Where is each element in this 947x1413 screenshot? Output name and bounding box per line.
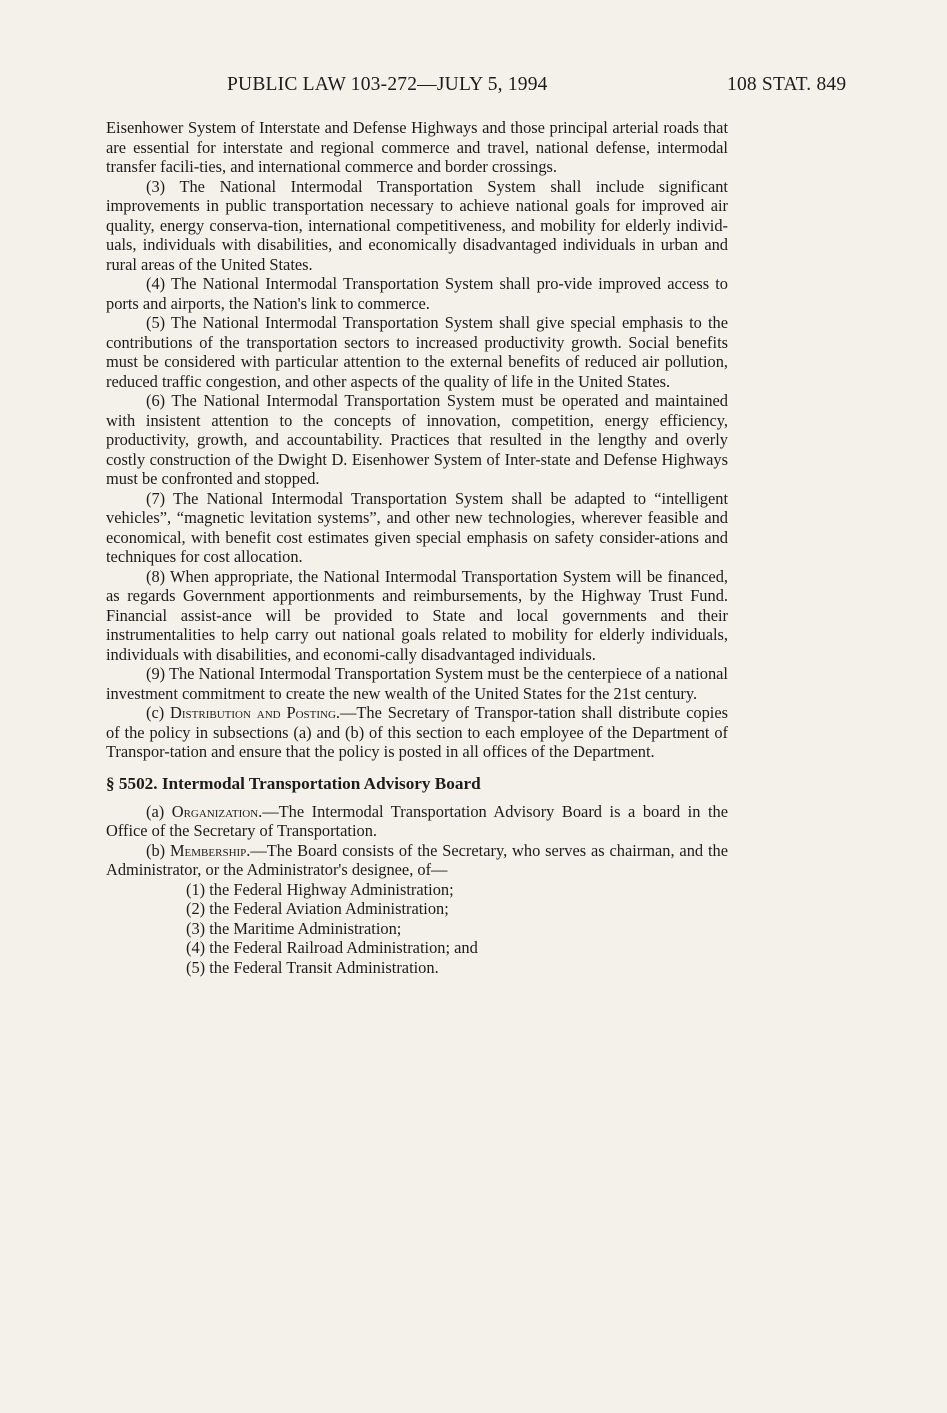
list-item: (5) the Federal Transit Administration. bbox=[186, 957, 439, 977]
subsection-c-text: —The Secretary of Transpor-tation shall distribute copies of the policy in subsections (a) and (b) of this section to each employee of the Department of Transpor-tation and ensure that the policy is posted in all offices of the Department. bbox=[106, 703, 728, 761]
subsection-a bbox=[106, 802, 728, 841]
list-item: (1) the Federal Highway Administration; bbox=[186, 879, 454, 899]
list-item: (4) the Federal Railroad Administration; and bbox=[186, 938, 478, 957]
law-title: PUBLIC LAW 103-272—JULY 5, 1994 bbox=[227, 74, 548, 95]
paragraph-6: (6) The National Intermodal Transportation System must be operated and maintained with insistent attention to the concepts of innovation, competition, energy efficiency, productivity, growth, and accountability. Practices that resulted in the lengthy and overly costly construction of the Dwight D. Eisenhower System of Inter-state and Defense Highways must be confronted and stopped. bbox=[106, 391, 728, 488]
page-number: 108 STAT. 849 bbox=[727, 74, 847, 95]
subsection-c-heading: Distribution and Posting. bbox=[170, 703, 341, 722]
paragraph-5: (5) The National Intermodal Transportation System shall give special emphasis to the contributions of the transportation sectors to increased productivity growth. Social benefits must be considered with particular attention to the external benefits of reduced air pollution, reduced traffic congestion, and other aspects of the quality of life in the United States. bbox=[106, 313, 728, 391]
running-head bbox=[0, 74, 947, 102]
subsection-b-prefix: (b) bbox=[146, 840, 170, 860]
body-text bbox=[106, 118, 728, 977]
section-heading: § 5502. Intermodal Transportation Advisory Board bbox=[106, 773, 481, 793]
subsection-b-text: —The Board consists of the Secretary, who serves as chairman, and the Administrator, or the Administrator's designee, of— bbox=[106, 840, 728, 879]
subsection-a-heading: Organization. bbox=[171, 801, 263, 821]
subsection-c bbox=[106, 703, 728, 762]
paragraph-7: (7) The National Intermodal Transportation System shall be adapted to “intelligent vehicles”, “magnetic levitation systems”, and other new technologies, wherever feasible and economical, with benefit cost estimates given special emphasis on safety consider-ations and techniques for cost allocation. bbox=[106, 488, 728, 566]
list-item: (3) the Maritime Administration; bbox=[186, 918, 402, 938]
subsection-b bbox=[106, 841, 728, 880]
subsection-c-prefix: (c) bbox=[146, 703, 171, 722]
subsection-b-heading: Membership. bbox=[169, 840, 251, 860]
paragraph-9: (9) The National Intermodal Transportation System must be the centerpiece of a national investment commitment to create the new wealth of the United States for the 21st century. bbox=[106, 664, 728, 703]
paragraph-continuation: Eisenhower System of Interstate and Defense Highways and those principal arterial roads that are essential for interstate and regional commerce and travel, national defense, intermodal transfer facili-ties, and international commerce and border crossings. bbox=[106, 118, 728, 176]
subsection-a-prefix: (a) bbox=[146, 801, 172, 821]
paragraph-3: (3) The National Intermodal Transportation System shall include significant improvements in public transportation necessary to achieve national goals for improved air quality, energy conserva-tion, international competitiveness, and mobility for elderly individ-uals, individuals with disabilities, and economically disadvantaged individuals in urban and rural areas of the United States. bbox=[106, 176, 728, 274]
subsection-a-text: —The Intermodal Transportation Advisory Board is a board in the Office of the Secretary of Transportation. bbox=[106, 801, 728, 840]
paragraph-8: (8) When appropriate, the National Intermodal Transportation System will be financed, as regards Government apportionments and reimbursements, by the Highway Trust Fund. Financial assist-ance will be provided to State and local governments and their instrumentalities to help carry out national goals related to mobility for elderly individuals, individuals with disabilities, and economi-cally disadvantaged individuals. bbox=[106, 566, 728, 664]
paragraph-4: (4) The National Intermodal Transportation System shall pro-vide improved access to ports and airports, the Nation's link to commerce. bbox=[106, 274, 728, 313]
list-item: (2) the Federal Aviation Administration; bbox=[186, 899, 449, 918]
membership-list bbox=[106, 880, 728, 978]
